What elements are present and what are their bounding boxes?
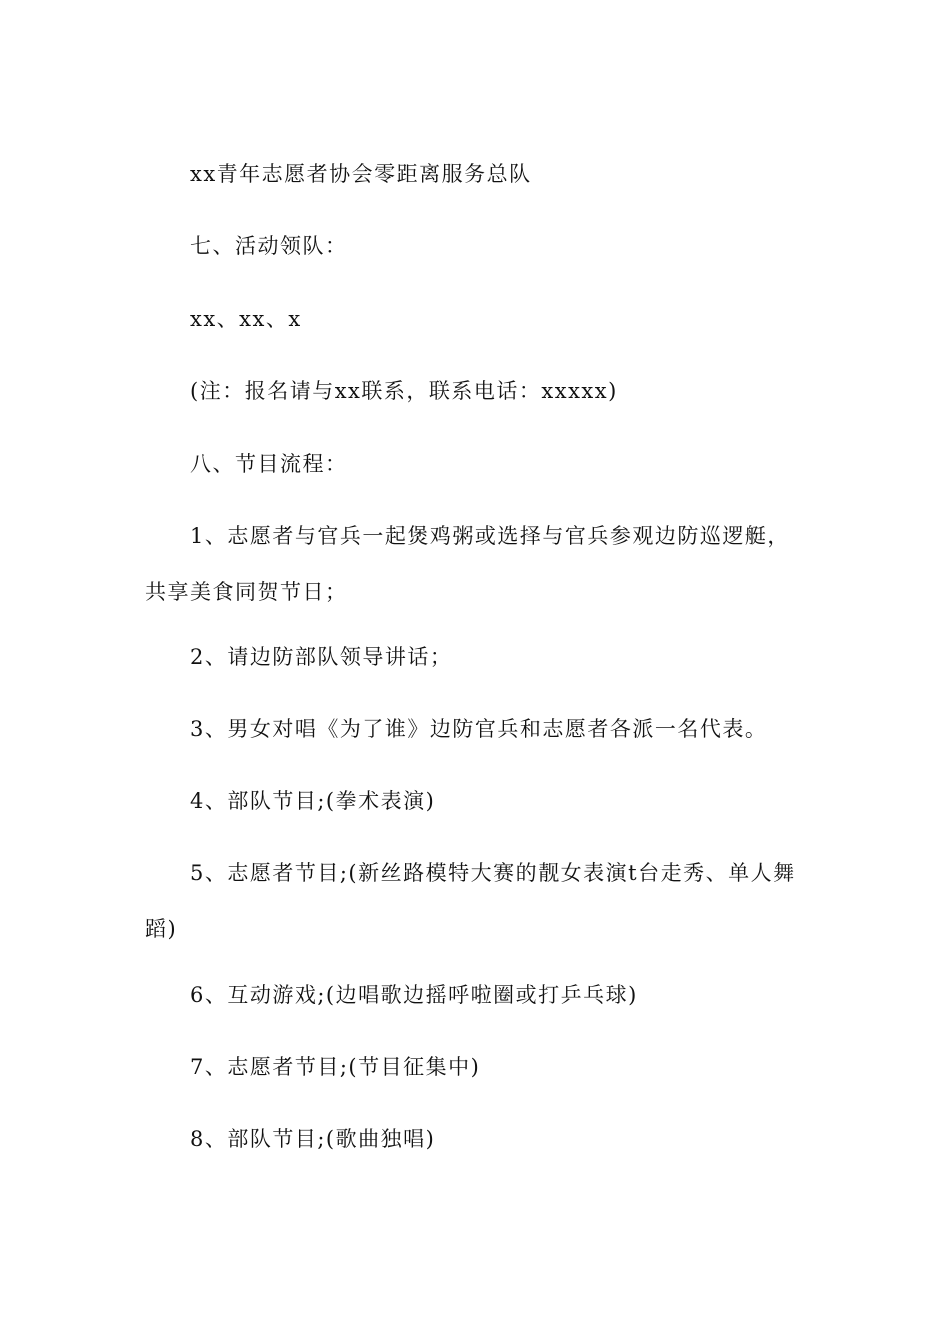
section-7-heading: 七、活动领队：	[190, 234, 348, 258]
program-item-4: 4、部队节目;(拳术表演)	[190, 789, 436, 813]
organization-line: xx青年志愿者协会零距离服务总队	[190, 162, 532, 186]
program-item-1: 1、志愿者与官兵一起煲鸡粥或选择与官兵参观边防巡逻艇，共享美食同贺节日；	[145, 524, 790, 604]
program-item-2: 2、请边防部队领导讲话；	[190, 645, 453, 669]
section-7-note: (注：报名请与xx联系，联系电话：xxxxx)	[190, 379, 618, 403]
program-item-5: 5、志愿者节目;(新丝路模特大赛的靓女表演t台走秀、单人舞蹈)	[145, 861, 796, 941]
program-item-6: 6、互动游戏;(边唱歌边摇呼啦圈或打乒乓球)	[190, 983, 638, 1007]
program-item-3: 3、男女对唱《为了谁》边防官兵和志愿者各派一名代表。	[190, 717, 768, 741]
program-item-8: 8、部队节目;(歌曲独唱)	[190, 1127, 436, 1151]
section-7-leaders: xx、xx、x	[190, 307, 302, 331]
section-8-heading: 八、节目流程：	[190, 452, 348, 476]
program-item-7: 7、志愿者节目;(节目征集中)	[190, 1055, 481, 1079]
